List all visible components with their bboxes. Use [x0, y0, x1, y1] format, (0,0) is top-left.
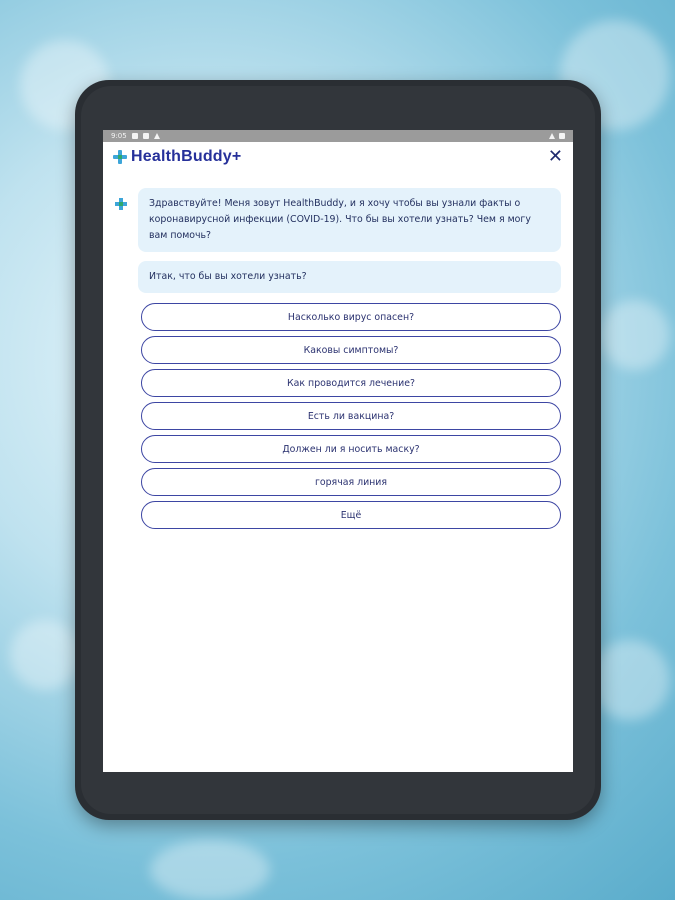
- bot-greeting-message: Здравствуйте! Меня зовут HealthBuddy, и я хочу чтобы вы узнали факты о коронавирусной инфекции (COVID-19). Что бы вы хотели узнать? Чем я могу вам помочь?: [138, 188, 561, 252]
- bot-avatar-icon: [113, 196, 129, 212]
- quick-reply-options: [141, 303, 561, 529]
- option-vaccine[interactable]: Есть ли вакцина?: [141, 402, 561, 430]
- status-bar: [103, 130, 573, 142]
- option-virus-danger[interactable]: Насколько вирус опасен?: [141, 303, 561, 331]
- background-bokeh: [600, 300, 670, 370]
- option-mask[interactable]: Должен ли я носить маску?: [141, 435, 561, 463]
- battery-icon: [559, 133, 565, 139]
- close-icon: ✕: [547, 146, 563, 167]
- warning-icon: [154, 133, 160, 139]
- health-cross-icon: [111, 148, 129, 166]
- brand: [111, 148, 241, 166]
- option-hotline[interactable]: горячая линия: [141, 468, 561, 496]
- chat-thread: [103, 188, 573, 529]
- notification-icon: [132, 133, 138, 139]
- image-icon: [143, 133, 149, 139]
- option-treatment[interactable]: Как проводится лечение?: [141, 369, 561, 397]
- background-bokeh: [10, 620, 80, 690]
- bot-prompt-message: Итак, что бы вы хотели узнать?: [138, 261, 561, 293]
- app-header: [103, 142, 573, 172]
- status-time: 9:05: [111, 132, 127, 140]
- background-bokeh: [590, 640, 670, 720]
- option-symptoms[interactable]: Каковы симптомы?: [141, 336, 561, 364]
- close-button[interactable]: [548, 148, 563, 166]
- signal-icon: [549, 133, 555, 139]
- background-bokeh: [150, 840, 270, 900]
- option-more[interactable]: Ещё: [141, 501, 561, 529]
- app-screen: [103, 130, 573, 772]
- brand-name: HealthBuddy+: [131, 148, 242, 165]
